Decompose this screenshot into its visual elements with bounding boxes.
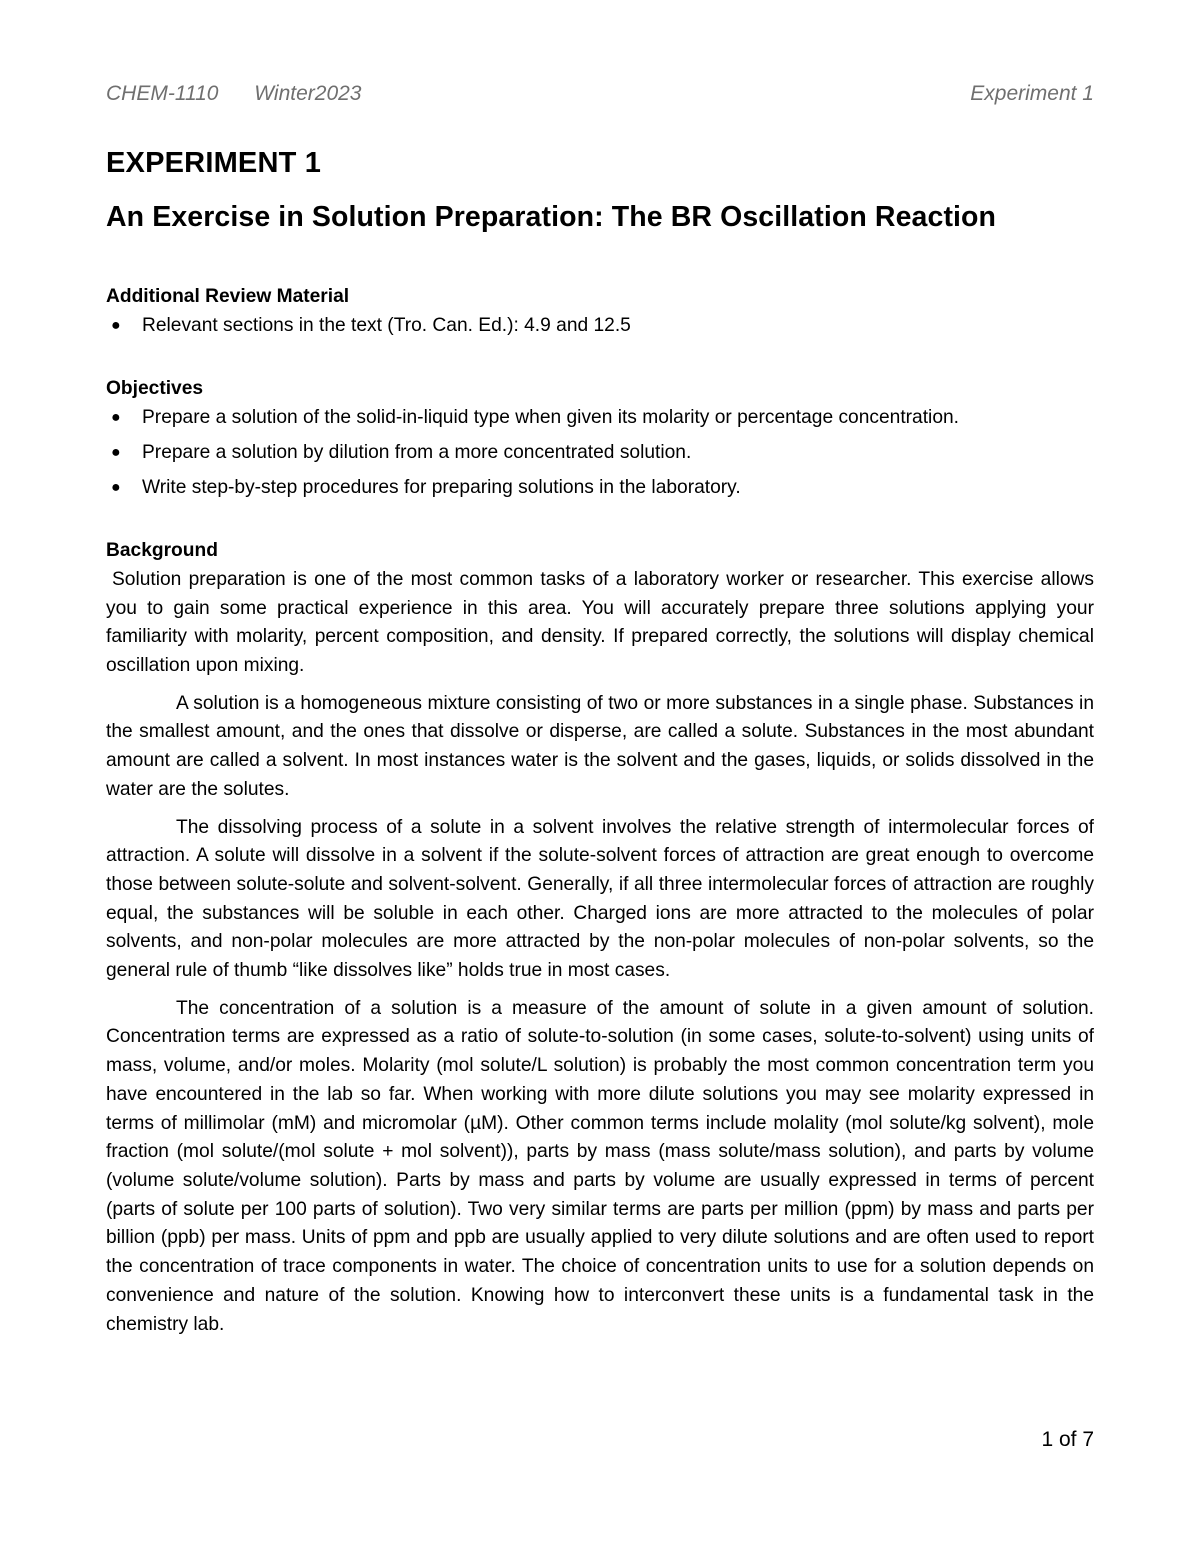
list-item: ● Prepare a solution of the solid-in-liquid type when given its molarity or percentage concentration. — [106, 404, 1094, 433]
experiment-label: Experiment 1 — [970, 82, 1094, 105]
list-item: ● Relevant sections in the text (Tro. Can. Ed.): 4.9 and 12.5 — [106, 312, 1094, 341]
paragraph: Solution preparation is one of the most common tasks of a laboratory worker or researcher. This exercise allows you to gain some practical experience in this area. You will accurately prepare three solutions applying your familiarity with molarity, percent composition, and density. If prepared correctly, the solutions will display chemical oscillation upon mixing. — [106, 568, 1094, 677]
page-title: EXPERIMENT 1 — [106, 147, 322, 179]
list-item: ● Prepare a solution by dilution from a more concentrated solution. — [106, 439, 1094, 468]
header-left — [106, 82, 392, 106]
page-number: 1 of 7 — [1041, 1428, 1094, 1451]
list-item: ● Write step-by-step procedures for preparing solutions in the laboratory. — [106, 474, 1094, 503]
bullet-icon: ● — [111, 443, 121, 461]
bullet-icon: ● — [111, 479, 121, 497]
paragraph: The concentration of a solution is a measure of the amount of solute in a given amount of solution. Concentration terms are expressed as a ratio of solute-to-solution (in some cases, solute-to-solvent) using units of mass, volume, and/or moles. Molarity (mol solute/L solution) is probably the most common concentration term you have encountered in the lab so far. When working with more dilute solutions you may see molarity expressed in terms of millimolar (mM) and micromolar (µM). Other common terms include molality (mol solute/kg solvent), mole fraction (mol solute/(mol solute + mol solvent)), parts by mass (mass solute/mass solution), and parts by volume (volume solute/volume solution). Parts by mass and parts by volume are usually expressed in terms of percent (parts of solute per 100 parts of solution). Two very similar terms are parts per million (ppm) by mass and parts per billion (ppb) per mass. Units of ppm and ppb are usually applied to very dilute solutions and are often used to report the concentration of trace components in water. The choice of concentration units to use for a solution depends on convenience and nature of the solution. Knowing how to interconvert these units is a fundamental task in the chemistry lab. — [106, 997, 1094, 1335]
bullet-icon: ● — [111, 408, 121, 426]
bullet-icon: ● — [111, 316, 121, 334]
document-body — [106, 283, 1094, 1348]
page-header — [106, 82, 1094, 106]
background-heading: Background — [106, 540, 218, 562]
term: Winter2023 — [254, 82, 362, 105]
objectives-list — [106, 404, 1094, 503]
paragraph: A solution is a homogeneous mixture consisting of two or more substances in a single phase. Substances in the smallest amount, and the ones that dissolve or disperse, are called a solute. Substances in the most abundant amount are called a solvent. In most instances water is the solvent and the gases, liquids, or solids dissolved in the water are the solutes. — [106, 692, 1094, 800]
course-code: CHEM-1110 — [106, 82, 219, 105]
review-heading: Additional Review Material — [106, 286, 350, 307]
page-subtitle: An Exercise in Solution Preparation: The BR Oscillation Reaction — [106, 201, 997, 233]
paragraph: The dissolving process of a solute in a solvent involves the relative strength of intermolecular forces of attraction. A solute will dissolve in a solvent if the solute-solvent forces of attraction are great enough to overcome those between solute-solute and solvent-solvent. Generally, if all three intermolecular forces of attraction are roughly equal, the substances will be soluble in each other. Charged ions are more attracted to the molecules of polar solvents, and non-polar molecules are more attracted by the non-polar molecules of non-polar solvents, so the general rule of thumb “like dissolves like” holds true in most cases. — [106, 816, 1094, 982]
objectives-heading: Objectives — [106, 377, 204, 399]
review-list — [106, 312, 1094, 341]
